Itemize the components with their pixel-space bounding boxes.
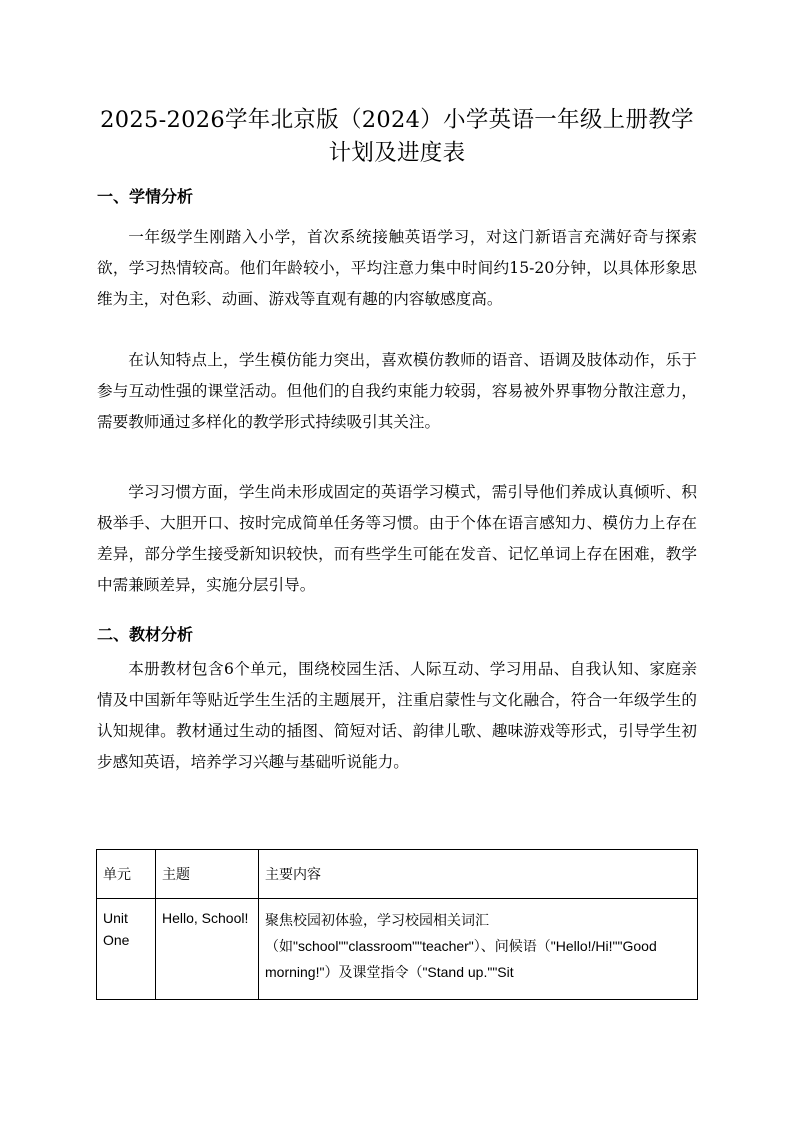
cell-unit: Unit One [97, 899, 156, 1000]
section-heading-textbook-analysis: 二、教材分析 [97, 625, 194, 644]
header-unit: 单元 [97, 850, 156, 899]
title-line-2: 计划及进度表 [328, 140, 466, 166]
table-row [97, 899, 698, 1000]
header-content: 主要内容 [259, 850, 698, 899]
title-line-1: 2025-2026学年北京版（2024）小学英语一年级上册教学 [100, 107, 694, 133]
paragraph: 一年级学生刚踏入小学，首次系统接触英语学习，对这门新语言充满好奇与探索欲，学习热情较高。他们年龄较小，平均注意力集中时间约15-20分钟，以具体形象思维为主，对色彩、动画、游戏等直观有趣的内容敏感度高。 [97, 228, 697, 308]
document-title [90, 104, 704, 170]
paragraph: 本册教材包含6个单元，围绕校园生活、人际互动、学习用品、自我认知、家庭亲情及中国新年等贴近学生生活的主题展开，注重启蒙性与文化融合，符合一年级学生的认知规律。教材通过生动的插图、简短对话、韵律儿歌、趣味游戏等形式，引导学生初步感知英语，培养学习兴趣与基础听说能力。 [97, 660, 697, 771]
table-header-row [97, 850, 698, 899]
cell-theme: Hello, School! [156, 899, 259, 1000]
section-heading-student-analysis: 一、学情分析 [97, 187, 194, 206]
paragraph: 在认知特点上，学生模仿能力突出，喜欢模仿教师的语音、语调及肢体动作，乐于参与互动性强的课堂活动。但他们的自我约束能力较弱，容易被外界事物分散注意力，需要教师通过多样化的教学形式持续吸引其关注。 [97, 351, 697, 431]
header-theme: 主题 [156, 850, 259, 899]
paragraph: 学习习惯方面，学生尚未形成固定的英语学习模式，需引导他们养成认真倾听、积极举手、大胆开口、按时完成简单任务等习惯。由于个体在语言感知力、模仿力上存在差异，部分学生接受新知识较快，而有些学生可能在发音、记忆单词上存在困难，教学中需兼顾差异，实施分层引导。 [97, 483, 697, 594]
unit-plan-table [96, 849, 698, 1000]
cell-content: 聚焦校园初体验，学习校园相关词汇（如"school""classroom""teacher"）、问候语（"Hello!/Hi!""Good morning!"）及课堂指令（"Stand up.""Sit [259, 899, 698, 1000]
